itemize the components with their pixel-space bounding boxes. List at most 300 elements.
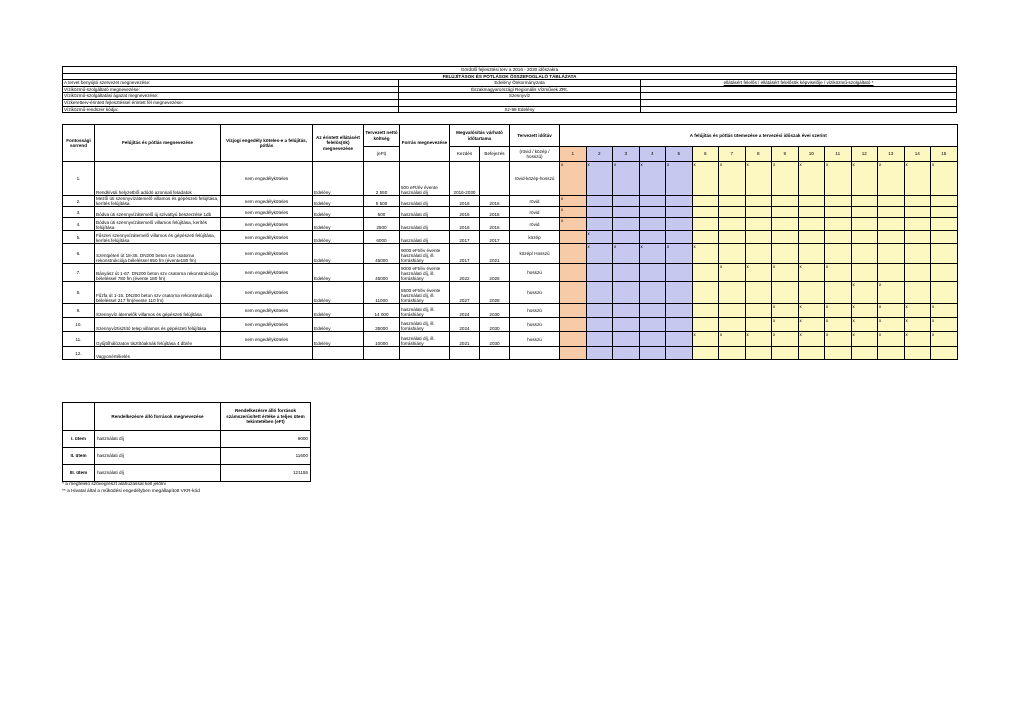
schedule-cell [904, 196, 931, 207]
schedule-cell [719, 218, 746, 231]
table-row [63, 347, 958, 360]
year-header: 12 [851, 147, 878, 162]
schedule-cell [851, 264, 878, 282]
plan-title: Gördülő fejlesztési terv a 2016 - 2030 időszakra [63, 67, 957, 74]
schedule-cell: x [745, 332, 772, 347]
schedule-cell [798, 282, 825, 304]
row-rank: 1. [63, 162, 95, 196]
schedule-cell [745, 318, 772, 332]
schedule-cell [798, 207, 825, 218]
schedule-cell: x [692, 162, 719, 196]
schedule-cell: x [613, 244, 640, 264]
row-end [480, 347, 510, 360]
schedule-cell [851, 244, 878, 264]
row-name: Gyűjtőhálózaton tisztítóaknák felújítása 4 db/év [95, 332, 221, 347]
header-row [63, 106, 957, 113]
row-end: 2016 [480, 207, 510, 218]
row-start: 2017 [450, 231, 480, 244]
table-row [63, 332, 958, 347]
row-source: használati díj [400, 207, 450, 218]
row-permit: nem engedélyköteles [221, 282, 313, 304]
resource-value: 121155 [221, 465, 311, 482]
schedule-cell [560, 332, 587, 347]
schedule-cell: x [878, 282, 905, 304]
row-permit: nem engedélyköteles [221, 244, 313, 264]
schedule-cell [719, 347, 746, 360]
res-col-phase [63, 403, 95, 431]
year-header: 4 [639, 147, 666, 162]
header-row-label: Víziközmű-szolgáltatási ágazat megnevezése: [63, 93, 399, 100]
row-permit: nem engedélyköteles [221, 162, 313, 196]
year-header: 14 [904, 147, 931, 162]
schedule-cell: x [745, 162, 772, 196]
table-row [63, 244, 958, 264]
row-end: 2021 [480, 244, 510, 264]
resource-row [63, 431, 311, 448]
resource-value: 9000 [221, 431, 311, 448]
row-start: 2016-2030 [450, 162, 480, 196]
col-permit: Vízjogi engedély köteles-e a felújítás, pótlás [221, 125, 313, 162]
year-header: 2 [586, 147, 613, 162]
schedule-cell [772, 218, 799, 231]
schedule-cell: x [825, 264, 852, 282]
row-cost: 5 500 [364, 196, 400, 207]
schedule-cell [825, 347, 852, 360]
schedule-cell [613, 304, 640, 318]
schedule-cell [825, 196, 852, 207]
schedule-cell [878, 196, 905, 207]
schedule-cell [692, 347, 719, 360]
schedule-cell [931, 244, 958, 264]
header-row-value: Szennyvíz [399, 93, 641, 100]
schedule-cell [825, 244, 852, 264]
schedule-cell [586, 196, 613, 207]
year-header: 13 [878, 147, 905, 162]
schedule-cell [798, 196, 825, 207]
schedule-cell: x [878, 304, 905, 318]
row-rank: 6. [63, 244, 95, 264]
schedule-cell [692, 318, 719, 332]
schedule-cell: x [825, 162, 852, 196]
schedule-cell [666, 218, 693, 231]
schedule-cell [719, 207, 746, 218]
footnote: ** a Hivatal által a működési engedélyben megállapított VKR-kód [62, 489, 200, 494]
row-source: használati díj [400, 218, 450, 231]
row-end [480, 162, 510, 196]
header-row-label: Víziközmű-szolgáltató megnevezése: [63, 86, 399, 93]
row-source: 9000 eFt/év évente használati díj, ill. forráshiány [400, 244, 450, 264]
schedule-cell: x [878, 332, 905, 347]
schedule-cell [851, 218, 878, 231]
schedule-cell [586, 304, 613, 318]
header-row-value: Északmagyarországi Regionális Vízművek ZRt. [399, 86, 641, 93]
row-permit: nem engedélyköteles [221, 264, 313, 282]
schedule-cell: x [931, 318, 958, 332]
schedule-cell: x [772, 332, 799, 347]
schedule-cell: x [825, 332, 852, 347]
header-row-label: A tervet benyújtó szervezet megnevezése: [63, 80, 399, 87]
schedule-cell: x [851, 304, 878, 318]
schedule-cell [878, 347, 905, 360]
year-header: 9 [772, 147, 799, 162]
row-end: 2030 [480, 304, 510, 318]
row-party [313, 347, 364, 360]
schedule-cell [613, 347, 640, 360]
year-header: 10 [798, 147, 825, 162]
schedule-cell [639, 264, 666, 282]
schedule-cell [851, 196, 878, 207]
header-row [63, 93, 957, 100]
schedule-cell: x [904, 162, 931, 196]
row-permit: nem engedélyköteles [221, 196, 313, 207]
schedule-cell: x [798, 304, 825, 318]
col-duration: Megvalósítás várható időtartama [450, 125, 510, 147]
row-start: 2024 [450, 304, 480, 318]
schedule-cell [586, 282, 613, 304]
schedule-cell [719, 244, 746, 264]
schedule-cell [904, 244, 931, 264]
schedule-cell [719, 282, 746, 304]
row-period: rövid [510, 218, 560, 231]
row-source: használati díj, ill. forráshiány [400, 332, 450, 347]
row-end: 2030 [480, 332, 510, 347]
row-start: 2016 [450, 218, 480, 231]
schedule-cell [639, 332, 666, 347]
row-period: rövid [510, 207, 560, 218]
table-row [63, 304, 958, 318]
schedule-cell: x [560, 218, 587, 231]
row-name: Rendkívüli helyzetből adódó azonnali feladatok [95, 162, 221, 196]
year-header: 15 [931, 147, 958, 162]
col-end: Befejezés [480, 147, 510, 162]
renovation-table [62, 124, 958, 360]
schedule-cell [692, 231, 719, 244]
schedule-cell [719, 231, 746, 244]
row-name: Mezői úti szennyvízátemelő villamos és gépészeti felújítása, kerítés felújítása [95, 196, 221, 207]
row-cost: 35000 [364, 318, 400, 332]
row-party: Edelény [313, 207, 364, 218]
schedule-cell: x [825, 304, 852, 318]
schedule-cell: x [586, 244, 613, 264]
resource-phase: II. ütem [63, 448, 95, 465]
schedule-cell: x [851, 332, 878, 347]
col-party: Az érintett ellátásért felelős(ök) megnevezése [313, 125, 364, 162]
schedule-cell [639, 304, 666, 318]
row-end: 2026 [480, 264, 510, 282]
schedule-cell [745, 244, 772, 264]
schedule-cell [666, 264, 693, 282]
row-rank: 4. [63, 218, 95, 231]
header-row-value: Edelény Önkormányzata [399, 80, 641, 87]
header-row-extra [641, 93, 957, 100]
year-header: 7 [719, 147, 746, 162]
row-party: Edelény [313, 218, 364, 231]
header-row-extra [641, 86, 957, 93]
plan-subtitle: FELÚJÍTÁSOK ÉS PÓTLÁSOK ÖSSZEFOGLALÓ TÁBLÁZATA [63, 73, 957, 80]
schedule-cell: x [798, 264, 825, 282]
schedule-cell: x [851, 162, 878, 196]
row-start: 2016 [450, 207, 480, 218]
row-cost: 14 000 [364, 304, 400, 318]
schedule-cell [666, 304, 693, 318]
schedule-cell [586, 264, 613, 282]
schedule-cell [613, 196, 640, 207]
schedule-cell [878, 207, 905, 218]
row-end: 2030 [480, 318, 510, 332]
schedule-cell: x [719, 264, 746, 282]
schedule-cell: x [613, 162, 640, 196]
row-period [510, 347, 560, 360]
schedule-cell [878, 231, 905, 244]
schedule-cell [851, 231, 878, 244]
schedule-cell: x [772, 318, 799, 332]
year-header: 1 [560, 147, 587, 162]
schedule-cell: x [904, 332, 931, 347]
row-rank: 12. [63, 347, 95, 360]
schedule-cell [772, 231, 799, 244]
schedule-cell [613, 218, 640, 231]
table-row [63, 196, 958, 207]
schedule-cell [692, 282, 719, 304]
table-row [63, 264, 958, 282]
schedule-cell [904, 264, 931, 282]
row-party: Edelény [313, 318, 364, 332]
row-permit: nem engedélyköteles [221, 332, 313, 347]
plan-header-table [62, 66, 957, 113]
schedule-cell [878, 244, 905, 264]
schedule-cell: x [878, 318, 905, 332]
header-row-value: Sz-98 Edelény [399, 106, 641, 113]
row-permit: nem engedélyköteles [221, 231, 313, 244]
schedule-cell: x [931, 304, 958, 318]
header-row [63, 99, 957, 106]
row-source: használati díj, ill. forráshiány [400, 318, 450, 332]
row-rank: 2. [63, 196, 95, 207]
schedule-cell [560, 264, 587, 282]
schedule-cell [613, 231, 640, 244]
year-header: 3 [613, 147, 640, 162]
schedule-cell: x [851, 318, 878, 332]
schedule-cell [904, 207, 931, 218]
year-header: 5 [666, 147, 693, 162]
schedule-cell: x [560, 196, 587, 207]
schedule-cell [745, 196, 772, 207]
resource-phase: III. ütem [63, 465, 95, 482]
row-start: 2016 [450, 196, 480, 207]
row-cost: 2 550 [364, 162, 400, 196]
schedule-cell: x [931, 332, 958, 347]
schedule-cell: x [586, 162, 613, 196]
row-start: 2024 [450, 318, 480, 332]
schedule-cell [772, 196, 799, 207]
row-cost: 6000 [364, 231, 400, 244]
schedule-cell [586, 218, 613, 231]
schedule-cell: x [878, 162, 905, 196]
col-source: Forrás megnevezése [400, 125, 450, 162]
row-period: közép [510, 231, 560, 244]
schedule-cell [639, 207, 666, 218]
schedule-cell: x [666, 244, 693, 264]
row-name: Szennyvíztisztító telep villamos és gépészeti felújítása [95, 318, 221, 332]
schedule-cell [931, 218, 958, 231]
resource-row [63, 448, 311, 465]
row-source [400, 347, 450, 360]
row-party: Edelény [313, 162, 364, 196]
row-permit: nem engedélyköteles [221, 218, 313, 231]
schedule-cell [613, 318, 640, 332]
row-name: Szentpéteri út 18-35. DN200 beton szv csatorna rekonstrukciója béleléssel 850 fm (évente180 fm) [95, 244, 221, 264]
table-row [63, 231, 958, 244]
schedule-cell [745, 304, 772, 318]
col-start: Kezdés [450, 147, 480, 162]
row-rank: 8. [63, 282, 95, 304]
schedule-cell: x [772, 264, 799, 282]
row-cost: 2500 [364, 218, 400, 231]
schedule-cell [586, 347, 613, 360]
schedule-cell: x [772, 304, 799, 318]
header-row-label: Vízkeretterv-érintett fejlesztéssel érintett fél megnevezése: [63, 99, 399, 106]
header-row-value [399, 99, 641, 106]
schedule-cell [798, 218, 825, 231]
schedule-cell [613, 282, 640, 304]
resource-value: 11600 [221, 448, 311, 465]
row-start: 2022 [450, 264, 480, 282]
schedule-cell: x [586, 231, 613, 244]
schedule-cell [639, 282, 666, 304]
header-row-extra [641, 99, 957, 106]
col-name: Felújítás és pótlás megnevezése [95, 125, 221, 162]
schedule-cell: x [798, 162, 825, 196]
schedule-cell [825, 282, 852, 304]
row-end: 2016 [480, 196, 510, 207]
table-row [63, 282, 958, 304]
schedule-cell [904, 218, 931, 231]
row-name: Bódva úti szennyvízátemelő villamos felújítása, kerítés felújítása [95, 218, 221, 231]
header-row-extra: ellátásért felelős / ellátásért felelősök képviselője / víziközmű-szolgáltató * [641, 80, 957, 87]
schedule-cell: x [851, 282, 878, 304]
row-rank: 10. [63, 318, 95, 332]
resource-phase: I. ütem [63, 431, 95, 448]
schedule-cell [560, 244, 587, 264]
schedule-cell [586, 207, 613, 218]
schedule-cell [692, 304, 719, 318]
row-rank: 7. [63, 264, 95, 282]
row-period: rövid [510, 196, 560, 207]
schedule-cell: x [904, 318, 931, 332]
header-row-label: Víziközmű-rendszer kódja: [63, 106, 399, 113]
row-party: Edelény [313, 304, 364, 318]
row-period: közép/ Hosszú [510, 244, 560, 264]
row-end: 2017 [480, 231, 510, 244]
schedule-cell [613, 264, 640, 282]
schedule-cell [745, 218, 772, 231]
resource-row [63, 465, 311, 482]
schedule-cell [666, 207, 693, 218]
row-source: használati díj [400, 231, 450, 244]
row-permit: nem engedélyköteles [221, 207, 313, 218]
schedule-cell [851, 347, 878, 360]
row-party: Edelény [313, 264, 364, 282]
schedule-cell: x [692, 244, 719, 264]
schedule-cell: x [825, 318, 852, 332]
schedule-cell [666, 231, 693, 244]
row-name: Bódva úti szennyvízátemelő új szívattyú beszerzése 1db [95, 207, 221, 218]
schedule-cell [692, 264, 719, 282]
res-col-value: Rendelkezésre álló források számszerűsített értéke a teljes ütem tekintetében (eFt) [221, 403, 311, 431]
row-period: rövid-közép-hosszú [510, 162, 560, 196]
schedule-cell [878, 264, 905, 282]
row-period: hosszú [510, 332, 560, 347]
schedule-cell [586, 332, 613, 347]
row-end: 2028 [480, 282, 510, 304]
row-source: 9000 eFt/év évente használati díj, ill. forráshiány [400, 264, 450, 282]
schedule-cell [825, 218, 852, 231]
schedule-cell [719, 304, 746, 318]
row-cost: 45000 [364, 264, 400, 282]
row-name: Vagyonértékelés [95, 347, 221, 360]
row-name: Fűszeri szennyvízátemelő villamos és gépészeti felújítása, kerítés felújítása [95, 231, 221, 244]
schedule-cell [745, 347, 772, 360]
row-period: hosszú [510, 304, 560, 318]
schedule-cell [931, 282, 958, 304]
resource-name: használati díj [95, 448, 221, 465]
row-source: használati díj, ill. forráshiány [400, 304, 450, 318]
header-row [63, 80, 957, 87]
schedule-cell [772, 244, 799, 264]
schedule-cell [613, 207, 640, 218]
schedule-cell [692, 207, 719, 218]
schedule-cell [639, 318, 666, 332]
schedule-cell [745, 207, 772, 218]
col-cost: Tervezett nettó költség [364, 125, 400, 147]
schedule-cell [931, 347, 958, 360]
row-permit: nem engedélyköteles [221, 318, 313, 332]
schedule-cell [560, 318, 587, 332]
year-header: 6 [692, 147, 719, 162]
year-header: 11 [825, 147, 852, 162]
schedule-cell [666, 332, 693, 347]
schedule-cell [825, 231, 852, 244]
schedule-cell: x [904, 304, 931, 318]
table-row [63, 218, 958, 231]
row-cost: 11000 [364, 282, 400, 304]
schedule-cell [878, 218, 905, 231]
row-name: Bányász út 1-67. DN200 beton szv csatorna rekonstrukciója béleléssel 780 fm (évente 180 fm) [95, 264, 221, 282]
schedule-cell: x [719, 162, 746, 196]
schedule-cell [798, 244, 825, 264]
schedule-cell [798, 231, 825, 244]
schedule-cell [666, 282, 693, 304]
schedule-cell: x [639, 244, 666, 264]
row-period: hosszú [510, 282, 560, 304]
schedule-cell [560, 282, 587, 304]
row-end: 2016 [480, 218, 510, 231]
schedule-cell [639, 218, 666, 231]
table-row [63, 162, 958, 196]
schedule-cell [851, 207, 878, 218]
row-period: hosszú [510, 264, 560, 282]
row-start: 2027 [450, 282, 480, 304]
schedule-cell: x [745, 264, 772, 282]
schedule-cell [692, 218, 719, 231]
schedule-cell: x [931, 162, 958, 196]
header-row [63, 86, 957, 93]
col-schedule: A felújítás és pótlás ütemezése a tervezési időszak évei szerint [560, 125, 958, 147]
schedule-cell: x [560, 162, 587, 196]
row-permit: nem engedélyköteles [221, 304, 313, 318]
schedule-cell: x [772, 162, 799, 196]
row-rank: 9. [63, 304, 95, 318]
